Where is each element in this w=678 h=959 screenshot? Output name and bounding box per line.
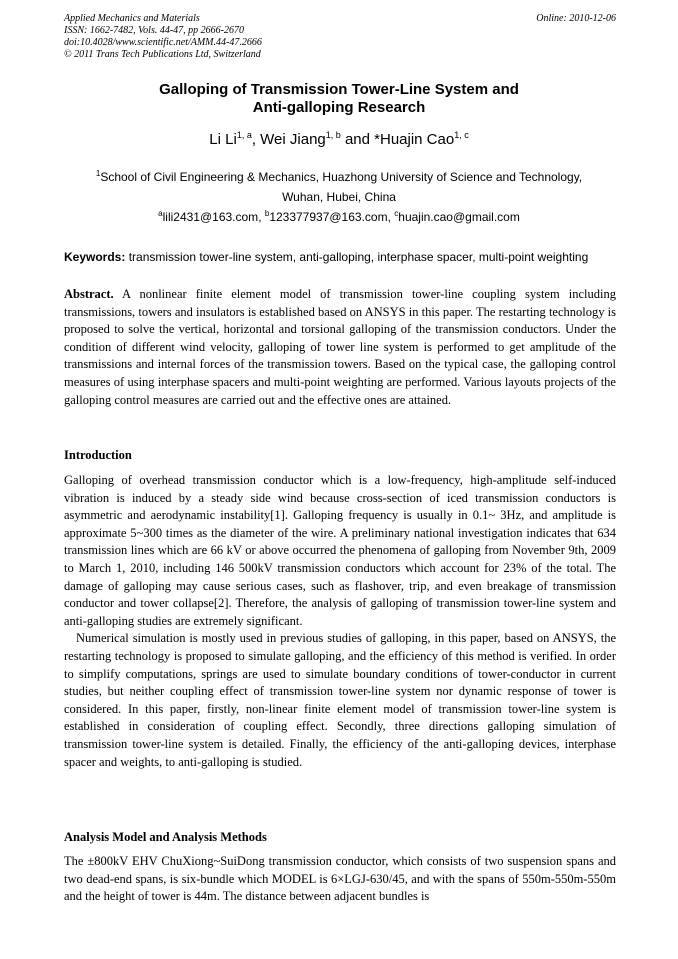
analysis-heading: Analysis Model and Analysis Methods bbox=[64, 830, 267, 844]
affiliation-line-2: Wuhan, Hubei, China bbox=[282, 190, 396, 204]
paper-title bbox=[0, 81, 678, 117]
keywords-label: Keywords: bbox=[64, 250, 126, 264]
author-name: Li Li bbox=[209, 131, 237, 148]
introduction-paragraph-2: Numerical simulation is mostly used in previous studies of galloping, in this paper, based on ANSYS, the restarting technology is proposed to simulate galloping, and the efficiency of this method is verified. In order to simplify computations, springs are used to simulate boundary conditions of tower-conductor in current studies, but neither coupling effect of transmission tower-line system nor dynamic response of tower is considered. In this paper, firstly, non-linear finite element model of transmission tower-line system is established in consideration of coupling effect. Secondly, three directions galloping simulation of transmission tower-line system is detailed. Finally, the efficiency of the anti-galloping devices, interphase spacer and weights, to anti-galloping is studied. bbox=[64, 631, 616, 769]
affiliation bbox=[80, 167, 598, 207]
analysis-body bbox=[64, 853, 616, 906]
email-superscript: b bbox=[264, 209, 270, 218]
doi-line: doi:10.4028/www.scientific.net/AMM.44-47.2666 bbox=[64, 37, 262, 48]
issn-line: ISSN: 1662-7482, Vols. 44-47, pp 2666-2670 bbox=[64, 25, 244, 36]
journal-name: Applied Mechanics and Materials bbox=[64, 13, 200, 24]
copyright-line: © 2011 Trans Tech Publications Ltd, Switzerland bbox=[64, 49, 261, 60]
author-superscript: 1, b bbox=[325, 130, 341, 140]
introduction-paragraph-1: Galloping of overhead transmission conductor which is a low-frequency, high-amplitude self-induced vibration is induced by a steady side wind because cross-section of iced transmission conductors is asymmetric and aerodynamic instability[1]. Galloping frequency is usually in 0.1~ 3Hz, and amplitude is approximate 5~300 times as the diameter of the wire. A preliminary national investigation indicates that 634 transmission lines which are 66 kV or above occurred the phenomena of galloping from November 9th, 2009 to March 1, 2010, including 146 500kV transmission conductors which account for 23% of the total. The damage of galloping may cause serious cases, such as flashover, trip, and even breakage of transmission conductor and tower collapse[2]. Therefore, the analysis of galloping of transmission tower-line system and anti-galloping studies are extremely significant. bbox=[64, 473, 616, 628]
email-address: lili2431@163.com bbox=[162, 210, 259, 224]
analysis-paragraph-1: The ±800kV EHV ChuXiong~SuiDong transmission conductor, which consists of two suspension spans and two dead-end spans, is six-bundle which MODEL is 6×LGJ-630/45, and with the spans of 550m-550m-550m and the height of tower is 44m. The distance between adjacent bundles is bbox=[64, 854, 616, 904]
email-superscript: a bbox=[158, 209, 163, 218]
introduction-heading: Introduction bbox=[64, 448, 132, 462]
author-superscript: 1, a bbox=[236, 130, 252, 140]
introduction-body bbox=[64, 472, 616, 771]
author-separator: and bbox=[340, 131, 375, 148]
affiliation-line-1: School of Civil Engineering & Mechanics, Huazhong University of Science and Technology, bbox=[100, 170, 583, 184]
email-separator: , bbox=[258, 210, 265, 224]
abstract-text: A nonlinear finite element model of transmission tower-line coupling system including transmissions, towers and insulators is established based on ANSYS in this paper. The restarting technology is proposed to solve the vertical, horizontal and torsional galloping of the transmission conductors. Under the condition of different wind velocity, galloping of tower line system is performed to get amplitude of the transmissions and internal forces of the transmission towers. Based on the typical case, the galloping control measures of using interphase spacers and multi-point weighting are performed. Various layouts projects of the galloping control measures are carried out and the effective ones are attained. bbox=[64, 287, 616, 407]
abstract bbox=[64, 286, 616, 409]
author-superscript: 1, c bbox=[454, 130, 469, 140]
journal-header bbox=[64, 13, 616, 61]
keywords-text: transmission tower-line system, anti-galloping, interphase spacer, multi-point weighting bbox=[125, 250, 589, 264]
author-name: *Huajin Cao bbox=[374, 131, 455, 148]
email-superscript: c bbox=[394, 209, 399, 218]
email-address: 123377937@163.com bbox=[269, 210, 388, 224]
title-line-1: Galloping of Transmission Tower-Line System and bbox=[159, 81, 519, 98]
online-date: Online: 2010-12-06 bbox=[536, 13, 616, 24]
keywords bbox=[64, 249, 616, 265]
author-name: Wei Jiang bbox=[260, 131, 326, 148]
author-emails bbox=[0, 208, 678, 226]
affiliation-superscript: 1 bbox=[95, 169, 101, 178]
title-line-2: Anti-galloping Research bbox=[252, 99, 426, 116]
email-address: huajin.cao@gmail.com bbox=[398, 210, 520, 224]
abstract-label: Abstract. bbox=[64, 287, 114, 301]
email-separator: , bbox=[387, 210, 395, 224]
author-separator: , bbox=[251, 131, 261, 148]
author-list bbox=[0, 131, 678, 149]
